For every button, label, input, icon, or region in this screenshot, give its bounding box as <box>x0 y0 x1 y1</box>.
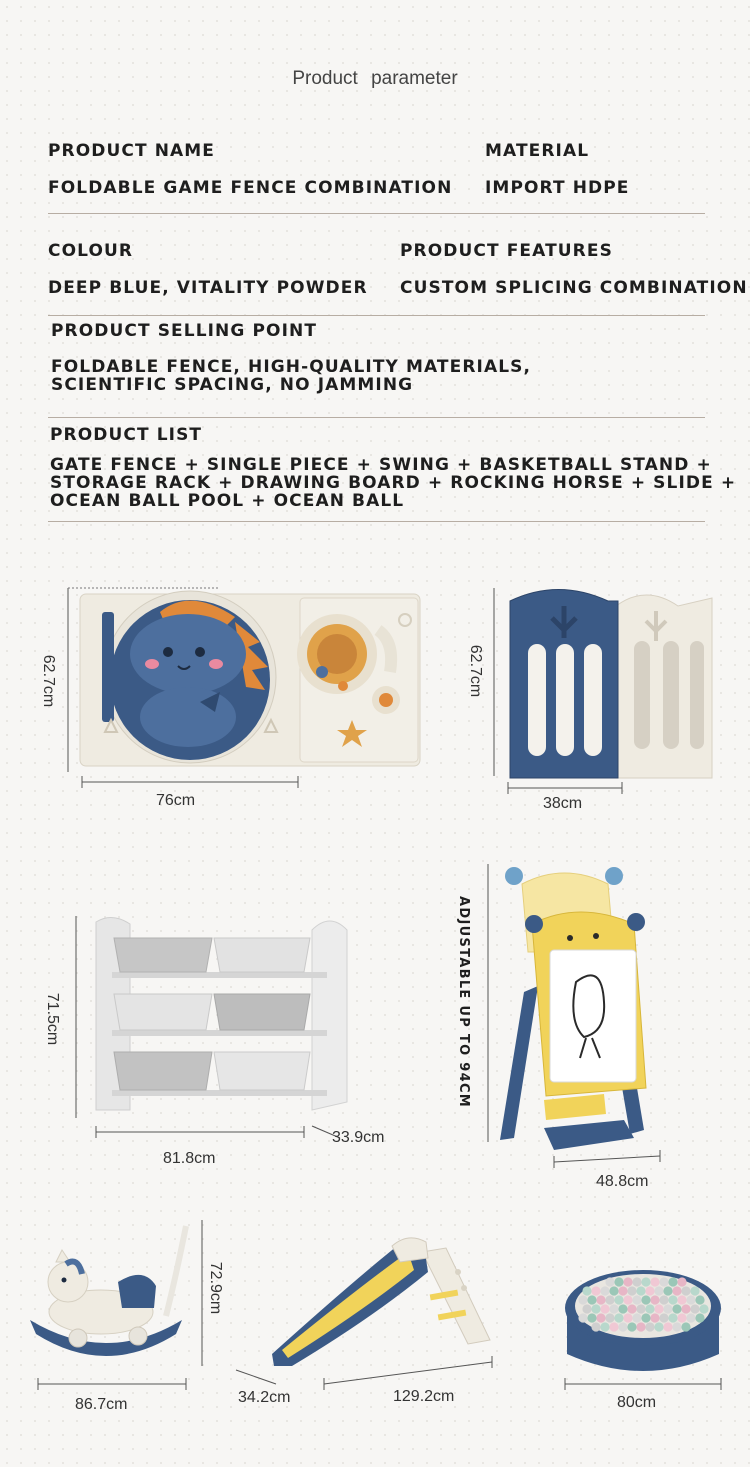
ocean-ball <box>636 1322 645 1331</box>
ocean-ball <box>686 1295 695 1304</box>
ocean-ball <box>623 1295 632 1304</box>
ocean-ball <box>618 1322 627 1331</box>
product-name-value: FOLDABLE GAME FENCE COMBINATION <box>48 178 453 198</box>
slide-illustration <box>232 1232 502 1392</box>
ocean-ball <box>659 1313 668 1322</box>
ocean-ball <box>636 1304 645 1313</box>
fence-panels-illustration <box>488 586 723 791</box>
ocean-ball <box>636 1286 645 1295</box>
ocean-ball <box>582 1304 591 1313</box>
slide-width-label: 34.2cm <box>238 1389 291 1406</box>
divider-3 <box>48 417 705 418</box>
colour-label: COLOUR <box>48 241 134 261</box>
ocean-ball <box>677 1277 686 1286</box>
ocean-ball <box>645 1304 654 1313</box>
ocean-ball <box>600 1322 609 1331</box>
product-list-value: GATE FENCE + SINGLE PIECE + SWING + BASKETBALL STAND + STORAGE RACK + DRAWING BOARD + ROCKING HORSE + SLIDE + OCEAN BALL POOL + OCEAN BALL <box>50 455 737 511</box>
ocean-ball <box>690 1286 699 1295</box>
ocean-ball <box>677 1313 686 1322</box>
fence-width-label: 38cm <box>543 795 583 812</box>
features-value: CUSTOM SPLICING COMBINATION <box>400 278 748 298</box>
ocean-ball <box>672 1286 681 1295</box>
ocean-ball <box>578 1313 587 1322</box>
ocean-ball <box>663 1304 672 1313</box>
ocean-ball <box>614 1313 623 1322</box>
ocean-ball <box>600 1286 609 1295</box>
ocean-ball <box>645 1286 654 1295</box>
ocean-ball <box>591 1286 600 1295</box>
game-panel-width-label: 76cm <box>156 792 196 809</box>
ocean-ball <box>632 1313 641 1322</box>
fence-height-label: 62.7cm <box>467 644 484 698</box>
divider-1 <box>48 213 705 214</box>
selling-point-value: FOLDABLE FENCE, HIGH-QUALITY MATERIALS, SCIENTIFIC SPACING, NO JAMMING <box>51 357 532 395</box>
ocean-ball <box>627 1304 636 1313</box>
game-panel-height-label: 62.7cm <box>40 654 57 708</box>
ocean-ball <box>632 1295 641 1304</box>
ocean-ball <box>596 1295 605 1304</box>
material-label: MATERIAL <box>485 141 590 161</box>
ocean-ball <box>654 1322 663 1331</box>
ocean-ball <box>618 1304 627 1313</box>
ocean-ball <box>659 1295 668 1304</box>
ocean-ball <box>672 1322 681 1331</box>
ocean-ball <box>614 1277 623 1286</box>
pool-diameter-label: 80cm <box>617 1394 657 1411</box>
ocean-ball <box>663 1286 672 1295</box>
ocean-ball <box>699 1304 708 1313</box>
ocean-ball <box>609 1304 618 1313</box>
rack-width-label: 81.8cm <box>163 1150 216 1167</box>
rocking-horse-illustration <box>26 1216 216 1388</box>
horse-width-label: 86.7cm <box>75 1396 128 1413</box>
ocean-ball <box>681 1286 690 1295</box>
ocean-ball <box>654 1304 663 1313</box>
ocean-ball <box>641 1277 650 1286</box>
ocean-ball <box>582 1286 591 1295</box>
product-name-label: PRODUCT NAME <box>48 141 216 161</box>
ocean-ball <box>609 1322 618 1331</box>
ocean-ball <box>681 1304 690 1313</box>
ocean-ball <box>668 1295 677 1304</box>
slide-length-label: 129.2cm <box>393 1388 455 1405</box>
ocean-ball <box>672 1304 681 1313</box>
ocean-ball <box>591 1322 600 1331</box>
ocean-ball <box>591 1304 600 1313</box>
ocean-ball <box>695 1313 704 1322</box>
ocean-ball <box>650 1277 659 1286</box>
ocean-ball <box>605 1313 614 1322</box>
game-panel-illustration <box>60 582 435 782</box>
features-label: PRODUCT FEATURES <box>400 241 613 261</box>
storage-rack-illustration <box>72 912 402 1142</box>
ocean-ball <box>578 1295 587 1304</box>
easel-adjustable-label: ADJUSTABLE UP TO 94CM <box>456 896 471 1109</box>
ocean-ball <box>623 1277 632 1286</box>
ocean-ball <box>587 1295 596 1304</box>
selling-point-label: PRODUCT SELLING POINT <box>51 321 318 341</box>
ocean-ball <box>614 1295 623 1304</box>
rack-depth-label: 33.9cm <box>332 1129 385 1146</box>
easel-width-label: 48.8cm <box>596 1173 649 1190</box>
material-value: IMPORT HDPE <box>485 178 630 198</box>
ocean-ball <box>618 1286 627 1295</box>
ocean-ball <box>681 1322 690 1331</box>
ocean-ball <box>600 1304 609 1313</box>
horse-height-label: 72.9cm <box>207 1261 224 1315</box>
ocean-ball <box>605 1277 614 1286</box>
ocean-ball <box>677 1295 686 1304</box>
drawing-easel-illustration <box>484 862 674 1172</box>
ocean-ball <box>659 1277 668 1286</box>
product-list-label: PRODUCT LIST <box>50 425 203 445</box>
ocean-ball <box>623 1313 632 1322</box>
ocean-ball <box>627 1286 636 1295</box>
page-title: Product parameter <box>292 68 458 89</box>
ocean-ball <box>605 1295 614 1304</box>
divider-4 <box>48 521 705 522</box>
ocean-ball <box>650 1313 659 1322</box>
ocean-ball <box>645 1322 654 1331</box>
ocean-ball <box>654 1286 663 1295</box>
ocean-ball <box>690 1304 699 1313</box>
colour-value: DEEP BLUE, VITALITY POWDER <box>48 278 368 298</box>
ocean-ball <box>695 1295 704 1304</box>
rack-height-label: 71.5cm <box>44 992 61 1046</box>
ocean-ball <box>587 1313 596 1322</box>
ocean-ball <box>663 1322 672 1331</box>
ocean-ball <box>632 1277 641 1286</box>
divider-2 <box>48 315 705 316</box>
ocean-ball <box>609 1286 618 1295</box>
ocean-ball <box>668 1277 677 1286</box>
ocean-ball <box>650 1295 659 1304</box>
ocean-ball <box>641 1313 650 1322</box>
ocean-ball <box>627 1322 636 1331</box>
ocean-ball <box>596 1313 605 1322</box>
ball-pool-illustration <box>555 1258 730 1388</box>
ocean-ball <box>641 1295 650 1304</box>
ocean-ball <box>668 1313 677 1322</box>
ocean-ball <box>686 1313 695 1322</box>
